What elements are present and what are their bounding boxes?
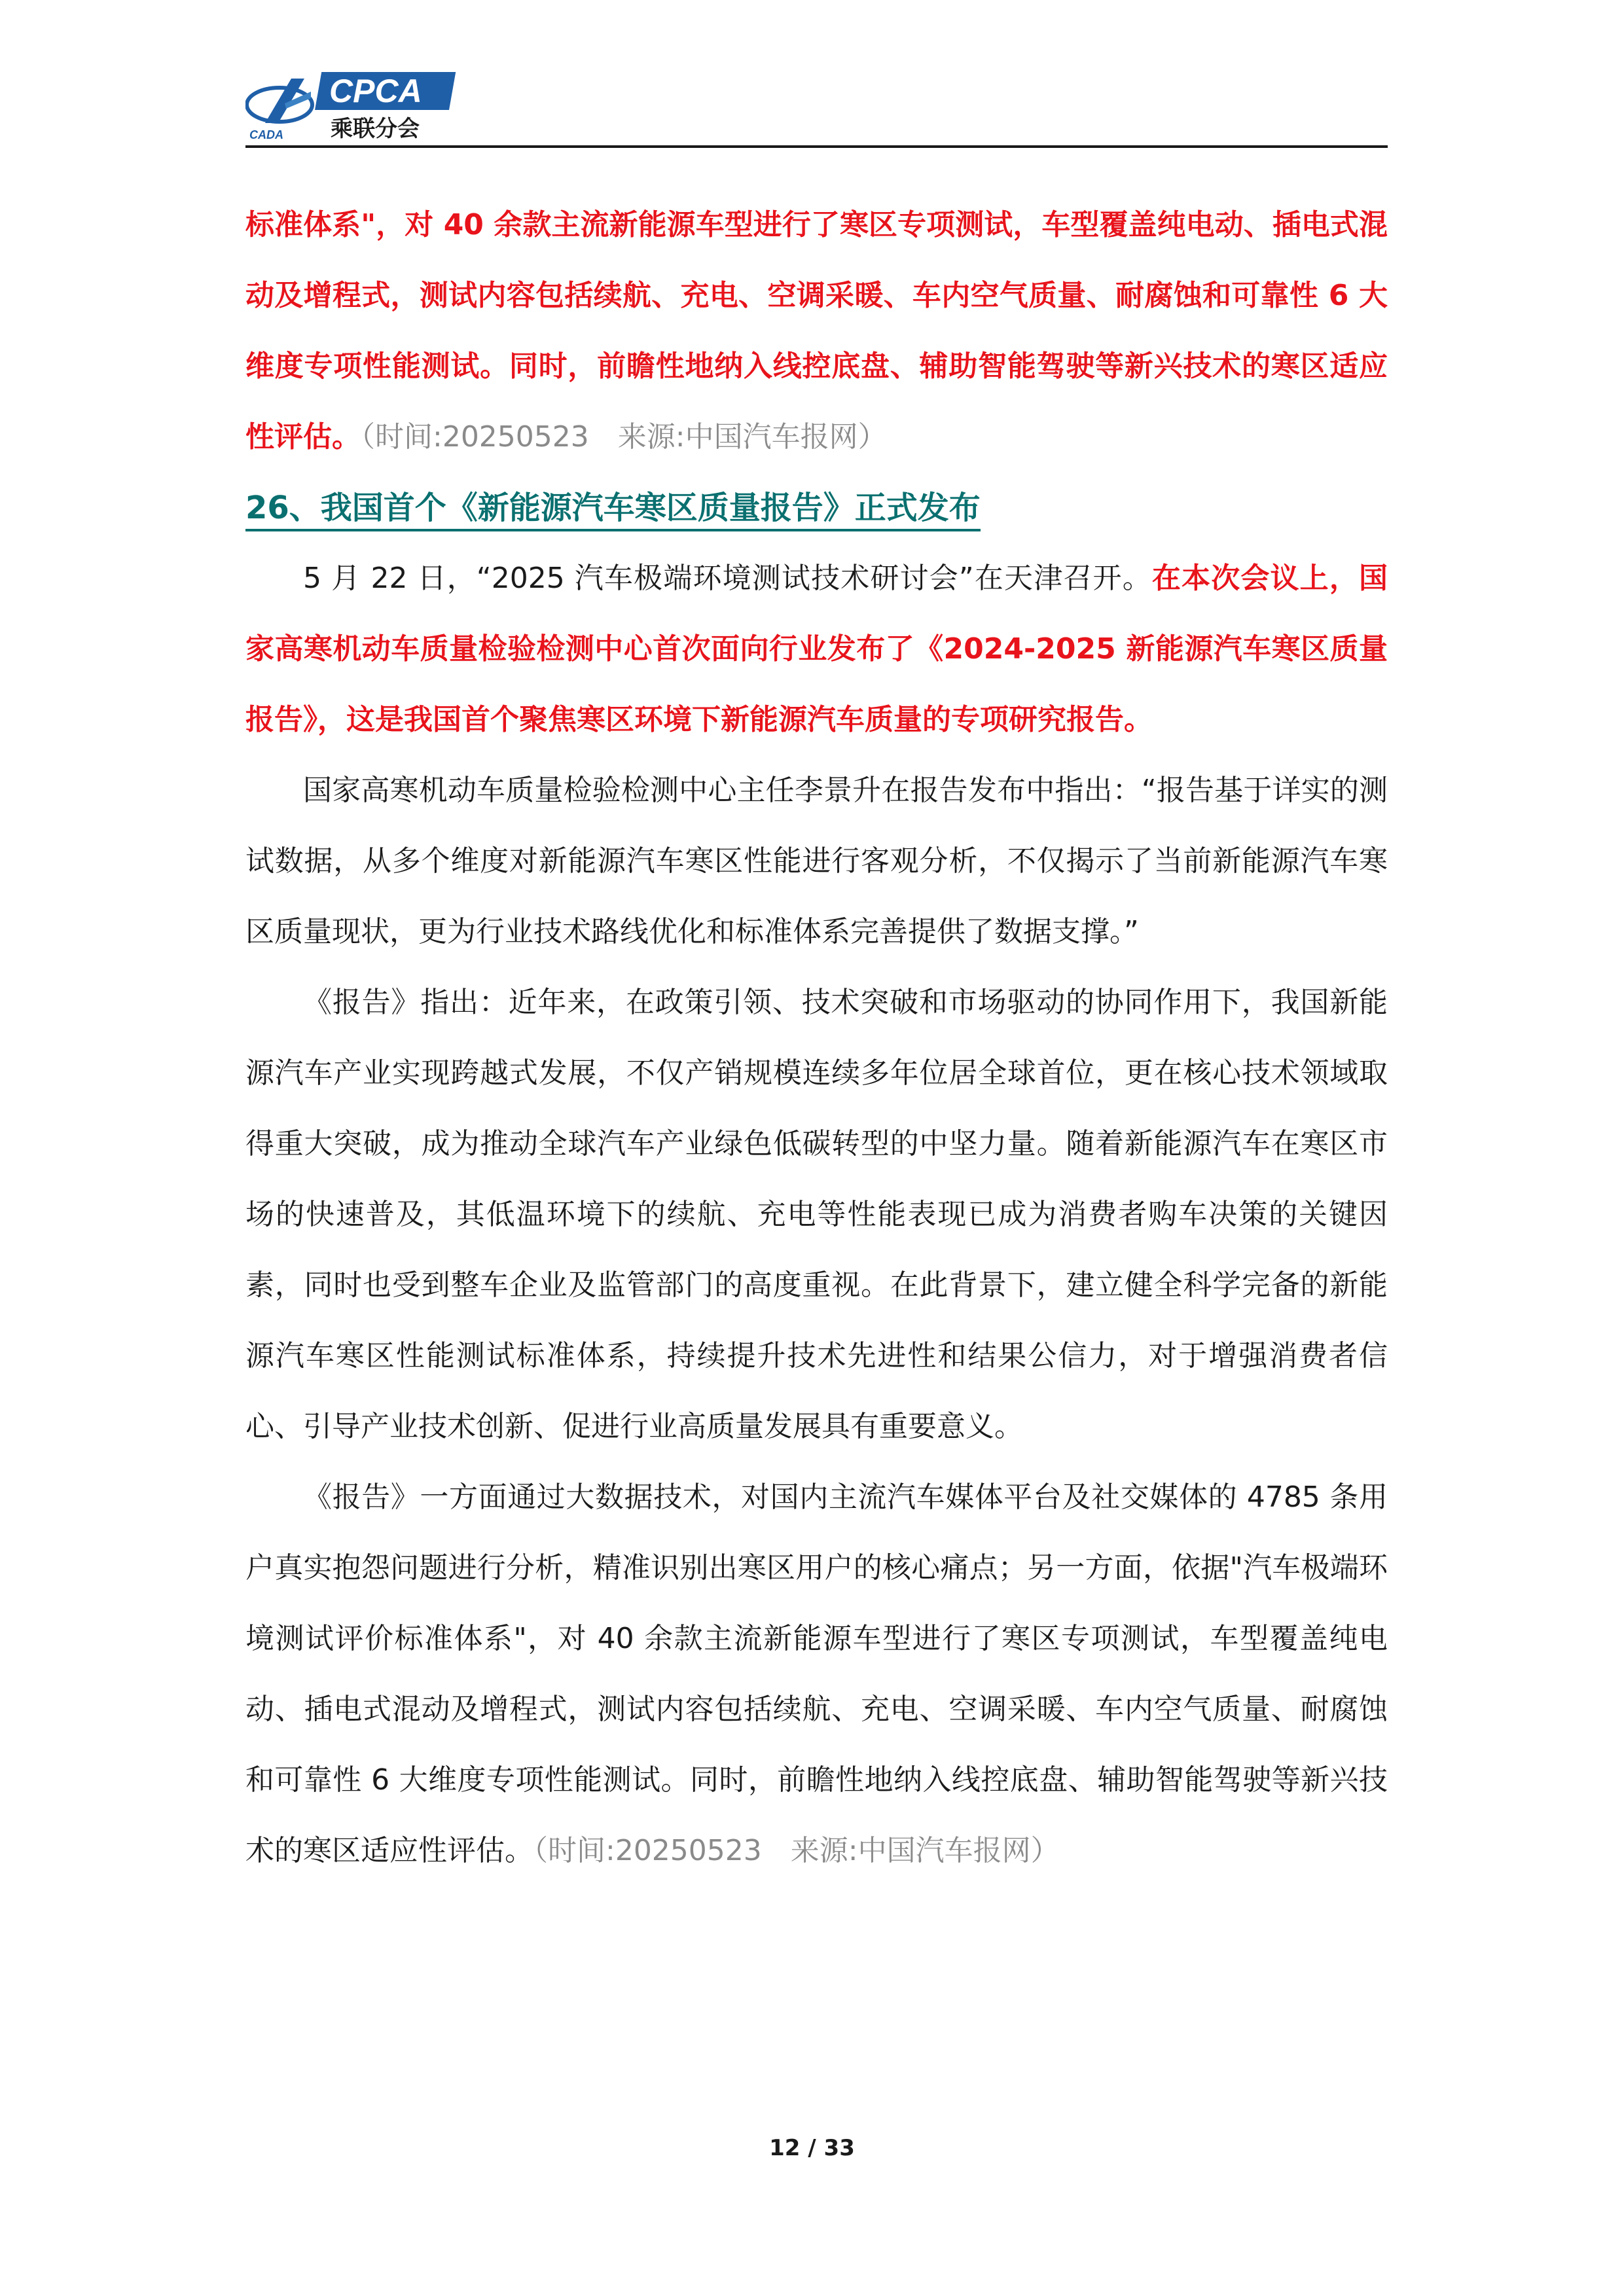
logo-subtext: 乘联分会 bbox=[331, 116, 420, 142]
header-divider bbox=[245, 145, 1388, 148]
section-title: 26、我国首个《新能源汽车寒区质量报告》正式发布 bbox=[245, 473, 1388, 543]
paragraph-2: 国家高寒机动车质量检验检测中心主任李景升在报告发布中指出：“报告基于详实的测试数据，从多个维度对新能源汽车寒区性能进行客观分析，不仅揭示了当前新能源汽车寒区质量现状，更为行业技术路线优化和标准体系完善提供了数据支撑。” bbox=[245, 774, 1388, 948]
paragraph-1-red: 在本次会议上，国家高寒机动车质量检验检测中心首次面向行业发布了《2024-2025 新能源汽车寒区质量报告》，这是我国首个聚焦寒区环境下新能源汽车质量的专项研究报告。 bbox=[245, 562, 1388, 736]
cpca-logo bbox=[245, 65, 481, 143]
paragraph-3: 《报告》指出：近年来，在政策引领、技术突破和市场驱动的协同作用下，我国新能源汽车产业实现跨越式发展，不仅产销规模连续多年位居全球首位，更在核心技术领域取得重大突破，成为推动全球汽车产业绿色低碳转型的中坚力量。随着新能源汽车在寒区市场的快速普及，其低温环境下的续航、充电等性能表现已成为消费者购车决策的关键因素，同时也受到整车企业及监管部门的高度重视。在此背景下，建立健全科学完备的新能源汽车寒区性能测试标准体系，持续提升技术先进性和结果公信力，对于增强消费者信心、引导产业技术创新、促进行业高质量发展具有重要意义。 bbox=[245, 986, 1388, 1443]
paragraph-1-normal: 5 月 22 日，“2025 汽车极端环境测试技术研讨会”在天津召开。 bbox=[303, 562, 1152, 595]
continuation-paragraph bbox=[245, 190, 1388, 473]
page-content bbox=[245, 190, 1388, 1886]
paragraph-4 bbox=[245, 1462, 1388, 1886]
paragraph-1 bbox=[245, 543, 1388, 755]
logo-small-text: CADA bbox=[249, 128, 283, 141]
paragraph-4-source: （时间:20250523 来源:中国汽车报网） bbox=[533, 1834, 1060, 1867]
page-number: 12 / 33 bbox=[769, 2135, 855, 2161]
logo-text: CPCA bbox=[329, 73, 422, 109]
page-header bbox=[245, 65, 1388, 147]
continuation-red-text: 标准体系"，对 40 余款主流新能源车型进行了寒区专项测试，车型覆盖纯电动、插电式混动及增程式，测试内容包括续航、充电、空调采暖、车内空气质量、耐腐蚀和可靠性 6 大维度专项性能测试。同时，前瞻性地纳入线控底盘、辅助智能驾驶等新兴技术的寒区适应性评估。 bbox=[245, 208, 1388, 454]
continuation-source: （时间:20250523 来源:中国汽车报网） bbox=[361, 420, 887, 454]
paragraph-4-text: 《报告》一方面通过大数据技术，对国内主流汽车媒体平台及社交媒体的 4785 条用户真实抱怨问题进行分析，精准识别出寒区用户的核心痛点；另一方面，依据"汽车极端环境测试评价标准体系"，对 40 余款主流新能源车型进行了寒区专项测试，车型覆盖纯电动、插电式混动及增程式，测试内容包括续航、充电、空调采暖、车内空气质量、耐腐蚀和可靠性 6 大维度专项性能测试。同时，前瞻性地纳入线控底盘、辅助智能驾驶等新兴技术的寒区适应性评估。 bbox=[245, 1480, 1388, 1867]
